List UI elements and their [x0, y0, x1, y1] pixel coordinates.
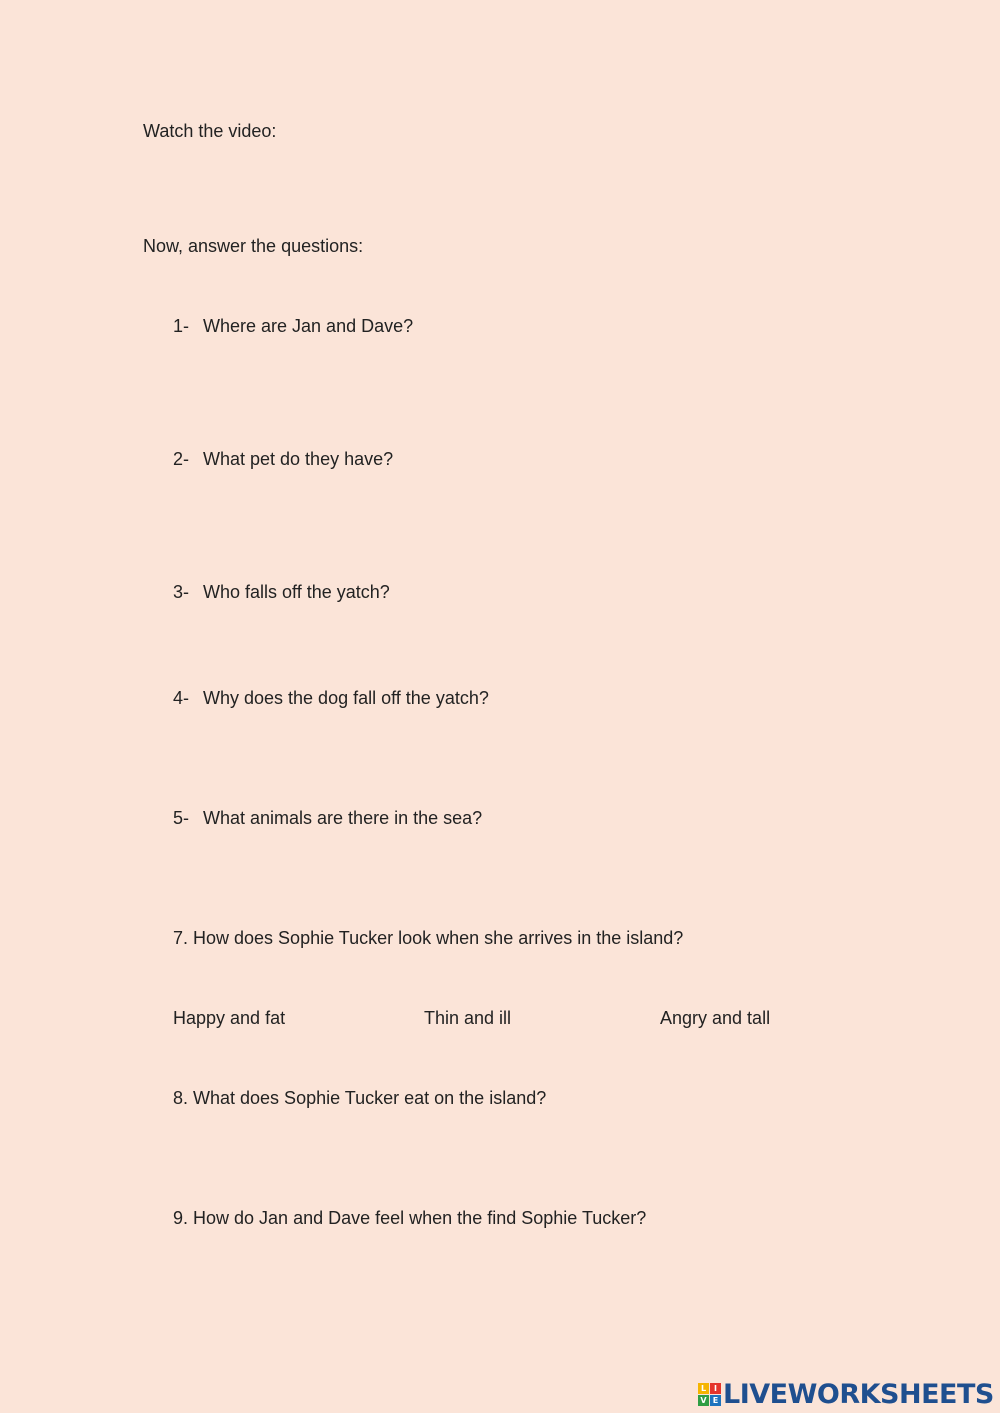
option-angry-and-tall: Angry and tall: [660, 1008, 771, 1028]
question-9: [173, 1207, 646, 1229]
question-2: [173, 448, 393, 470]
option-thin-and-ill: Thin and ill: [424, 1008, 512, 1028]
question-5: [173, 807, 482, 829]
question-1: [173, 315, 413, 337]
logo-mark-l: L: [698, 1383, 709, 1394]
question-text: Why does the dog fall off the yatch?: [203, 688, 489, 708]
question-number: 1-: [173, 316, 190, 336]
instruction-answer: Now, answer the questions:: [143, 236, 364, 256]
question-number: 4-: [173, 688, 190, 708]
question-text: 7. How does Sophie Tucker look when she arrives in the island?: [173, 928, 684, 948]
question-text: 8. What does Sophie Tucker eat on the island?: [173, 1088, 547, 1108]
instruction-watch: Watch the video:: [143, 121, 277, 141]
option-happy-and-fat: Happy and fat: [173, 1008, 286, 1028]
question-number: 2-: [173, 449, 190, 469]
question-text: Where are Jan and Dave?: [203, 316, 414, 336]
liveworksheets-logo[interactable]: [698, 1378, 994, 1410]
question-number: 5-: [173, 808, 190, 828]
question-text: Who falls off the yatch?: [203, 582, 390, 602]
question-8: [173, 1087, 546, 1109]
question-text: What animals are there in the sea?: [203, 808, 483, 828]
question-text: 9. How do Jan and Dave feel when the find Sophie Tucker?: [173, 1208, 647, 1228]
question-number: 3-: [173, 582, 190, 602]
logo-text: LIVEWORKSHEETS: [723, 1378, 994, 1410]
question-3: [173, 581, 390, 603]
logo-mark-i: I: [710, 1383, 721, 1394]
question-4: [173, 687, 489, 709]
logo-mark-v: V: [698, 1395, 709, 1406]
logo-mark-icon: [698, 1383, 721, 1406]
question-text: What pet do they have?: [203, 449, 394, 469]
logo-mark-e: E: [710, 1395, 721, 1406]
question-7: [173, 927, 683, 949]
